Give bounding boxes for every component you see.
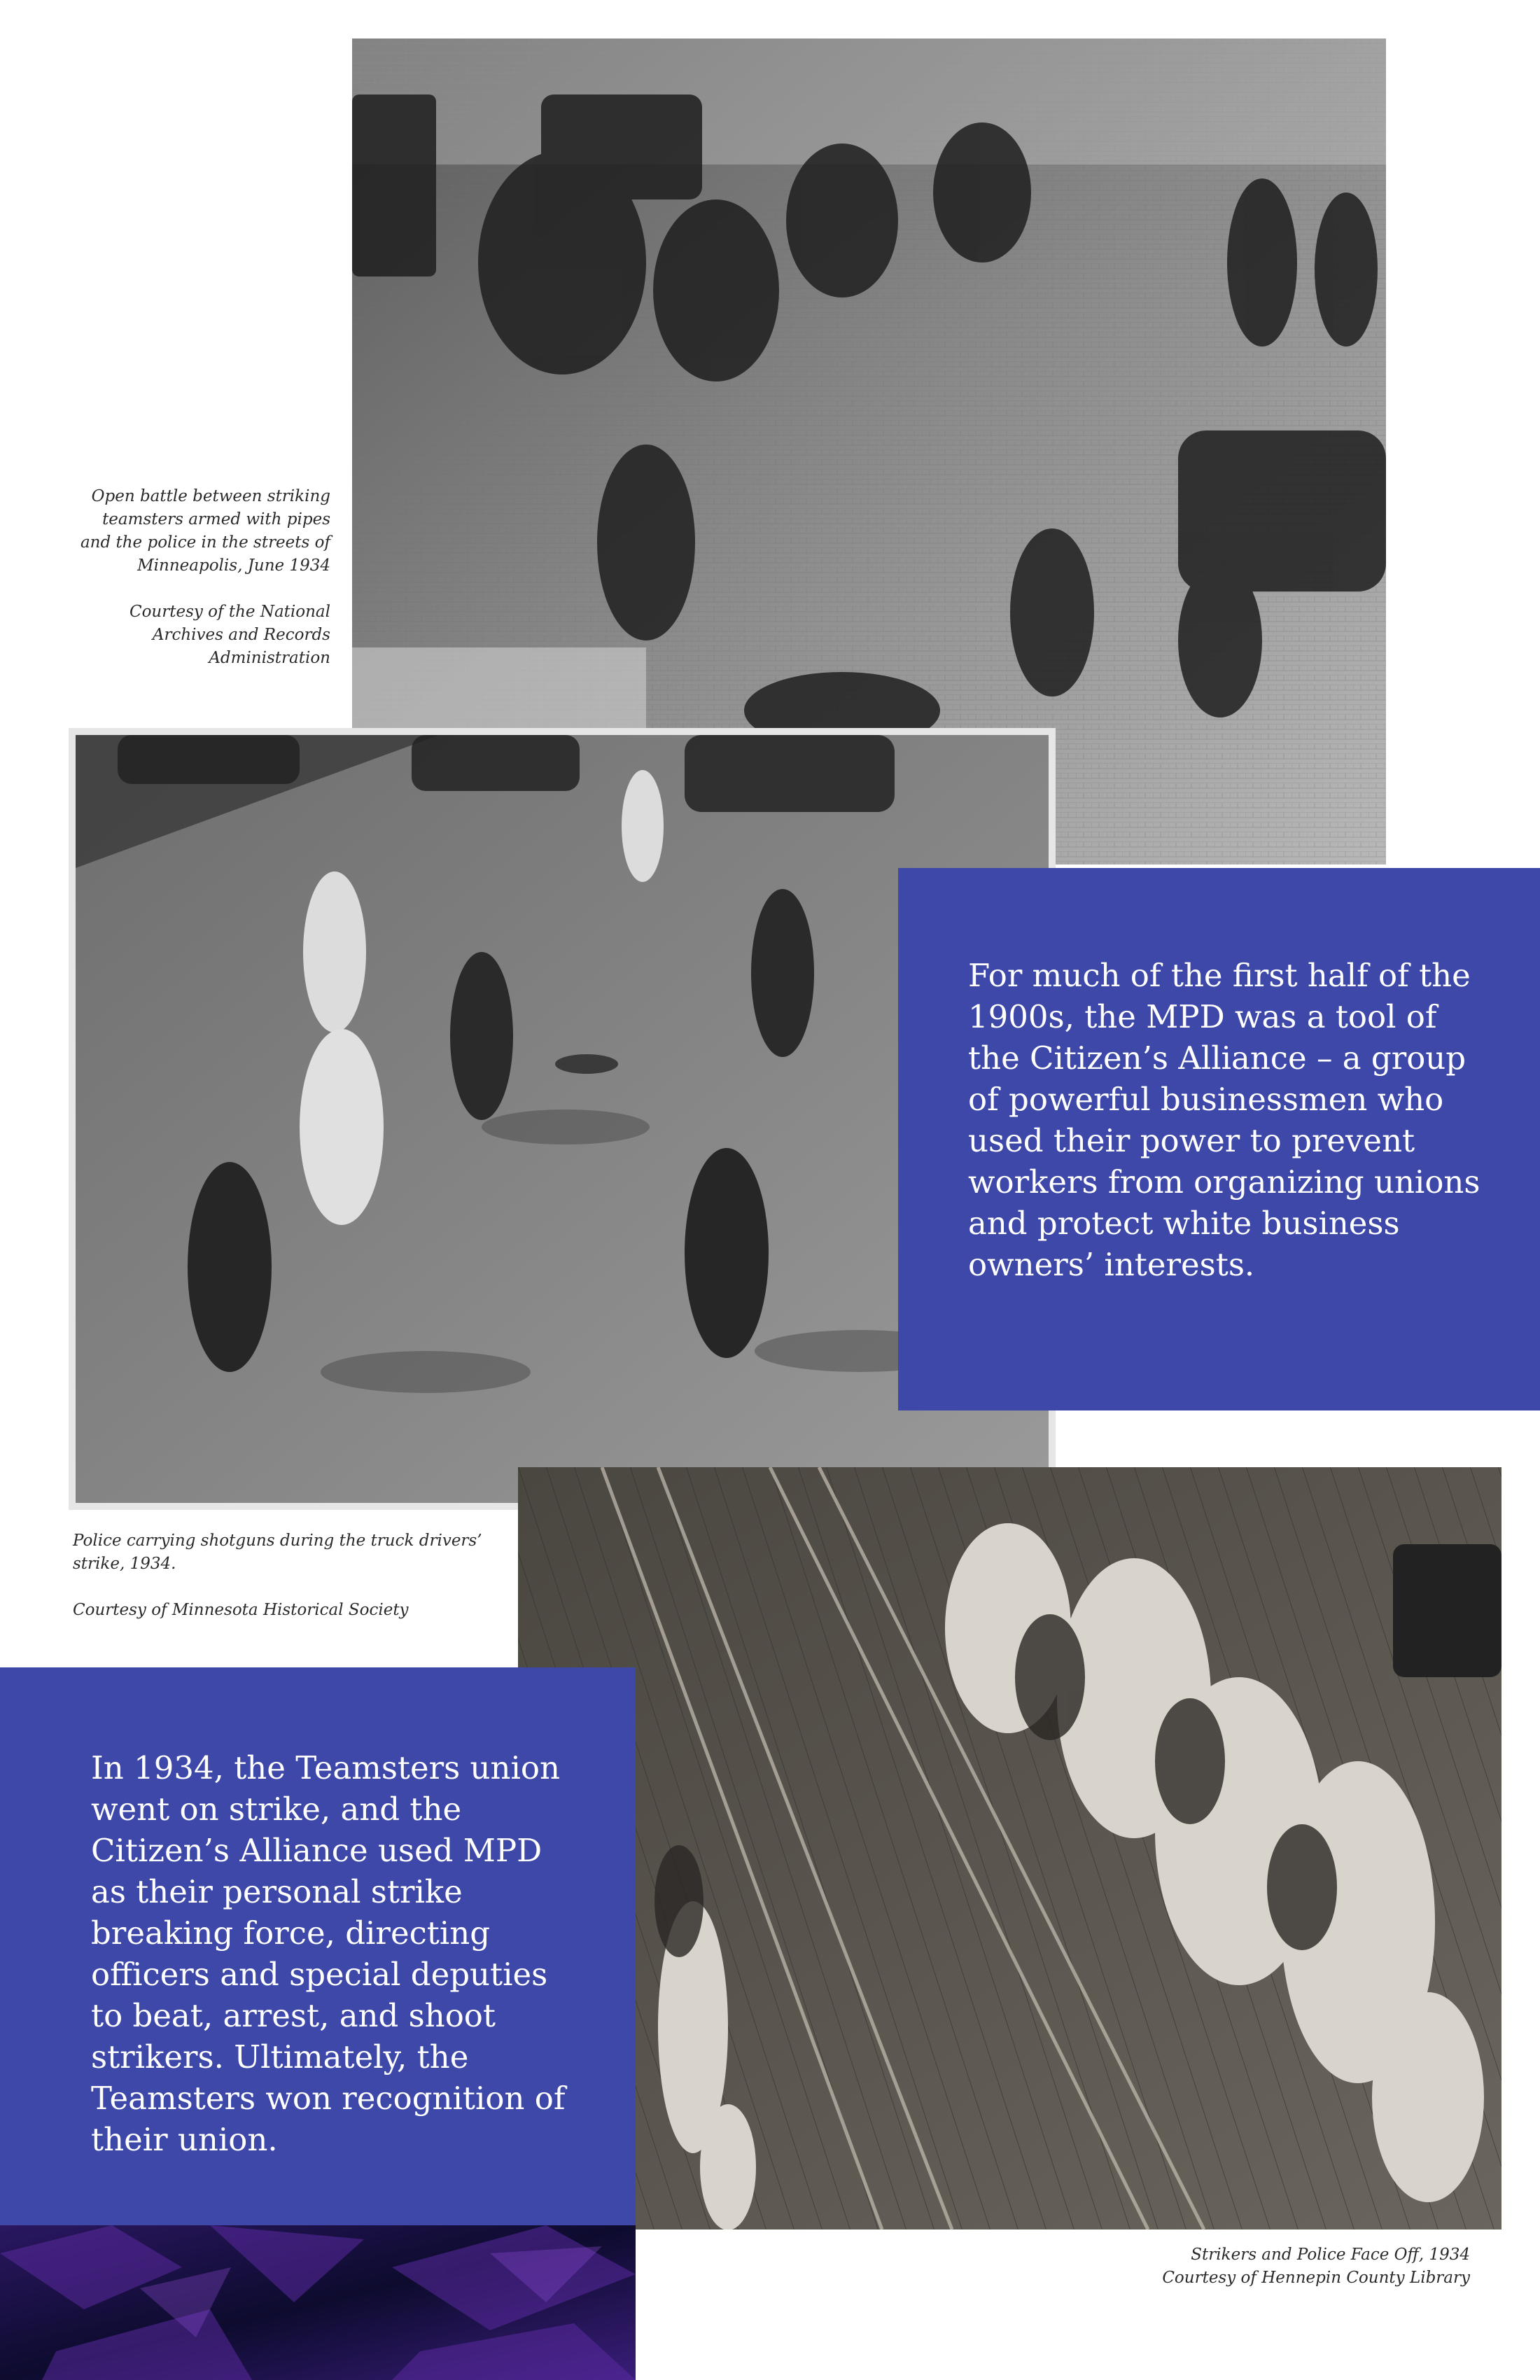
caption-strikers-face-off <box>1092 2244 1470 2290</box>
caption-description: Police carrying shotguns during the truck drivers’ strike, 1934. <box>73 1532 482 1573</box>
panel-text: For much of the first half of the 1900s, the MPD was a tool of the Citizen’s Alliance – a group of powerful businessmen who used their power to prevent workers from organizing unions and protect white business owners’ interests. <box>968 957 1480 1283</box>
caption-description: Strikers and Police Face Off, 1934 <box>1191 2246 1470 2264</box>
caption-description: Open battle between striking teamsters armed with pipes and the police in the streets of Minneapolis, June 1934 <box>80 487 330 575</box>
panel-text: In 1934, the Teamsters union went on strike, and the Citizen’s Alliance used MPD as their personal strike breaking force, directing officers and special deputies to beat, arrest, and shoot strikers. Ultimately, the Teamsters won recognition of their union. <box>91 1749 566 2158</box>
text-panel-mpd-history <box>898 868 1540 1410</box>
caption-police-shotguns <box>73 1530 521 1622</box>
caption-credit: Courtesy of the National Archives and Records Administration <box>129 603 330 667</box>
decorative-texture <box>0 2225 636 2380</box>
text-panel-teamsters-strike <box>0 1667 636 2225</box>
caption-street-battle <box>70 485 330 670</box>
caption-credit: Courtesy of Hennepin County Library <box>1162 2269 1470 2287</box>
caption-credit: Courtesy of Minnesota Historical Society <box>73 1601 409 1619</box>
photo-strikers-face-off <box>518 1467 1502 2230</box>
